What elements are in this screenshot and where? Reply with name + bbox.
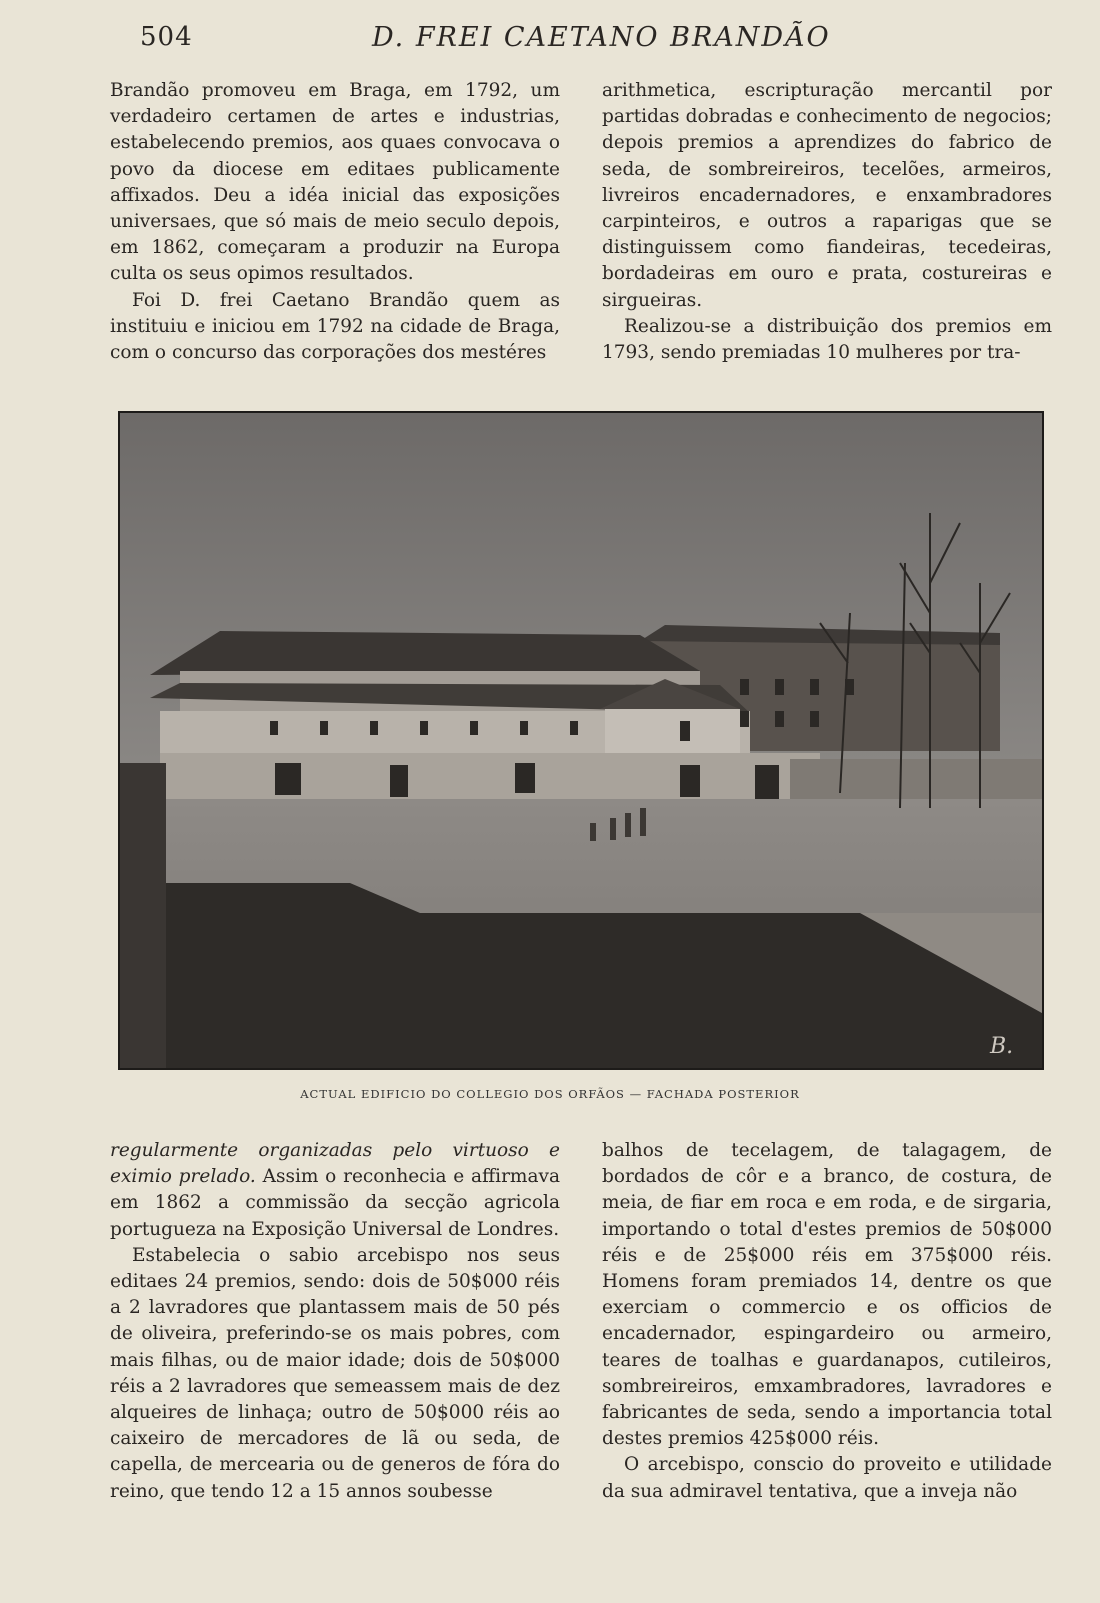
page-number: 504 <box>140 22 193 52</box>
figure-caption: ACTUAL EDIFICIO DO COLLEGIO DOS ORFÃOS — FACHADA POSTERIOR <box>300 1087 800 1101</box>
paragraph <box>110 1138 560 1243</box>
paragraph: Estabelecia o sabio arcebispo nos seus editaes 24 premios, sendo: dois de 50$000 réis a 2 lavradores que plantassem mais de 50 pés de oliveira, preferindo-se os mais pobres, com mais filhas, ou de maior idade; dois de 50$000 réis a 2 lavradores que semeassem mais de dez alqueires de linhaça; outro de 50$000 réis ao caixeiro de mercadores de lã ou seda, de capella, de mercearia ou de generos de fóra do reino, que tendo 12 a 15 annos soubesse <box>110 1244 560 1502</box>
paragraph: O arcebispo, conscio do proveito e utilidade da sua admiravel tentativa, que a inveja não <box>602 1454 1052 1502</box>
paragraph-text: Assim o reconhecia e affirmava em 1862 a commissão da secção agricola portugueza na Exposição Universal de Londres. <box>110 1166 560 1240</box>
photo-illustration <box>120 413 1042 1068</box>
running-head: D. FREI CAETANO BRANDÃO <box>372 22 831 53</box>
paragraph: balhos de tecelagem, de talagagem, de bordados de côr e a branco, de costura, de meia, de fiar em roca e em roda, e de sirgaria, importando o total d'estes premios de 50$000 réis e de 25$000 réis em 375$000 réis. Homens foram premiados 14, dentre os que exerciam o commercio e os officios de encadernador, espingardeiro ou armeiro, teares de toalhas e guardanapos, cutileiros, sombreireiros, emxambradores, lavradores e fabricantes de seda, sendo a importancia total destes premios 425$000 réis. <box>602 1140 1052 1450</box>
paragraph: arithmetica, escripturação mercantil por partidas dobradas e conhecimento de negocios; depois premios a aprendizes do fabrico de seda, de sombreireiros, tecelões, armeiros, livreiros encadernadores, e enxambradores carpinteiros, e outros a raparigas que se distinguissem como fiandeiras, tecedeiras, bordadeiras em ouro e prata, costureiras e sirgueiras. <box>602 80 1052 311</box>
top-right-column <box>602 78 1052 366</box>
paragraph: Realizou-se a distribuição dos premios em 1793, sendo premiadas 10 mulheres por tra- <box>602 315 1052 364</box>
photographer-signature: B. <box>990 1034 1014 1059</box>
paragraph: Brandão promoveu em Braga, em 1792, um verdadeiro certamen de artes e industrias, estabelecendo premios, aos quaes convocava o povo da diocese em editaes publicamente affixados. Deu a idéa inicial das exposições universaes, que só mais de meio seculo depois, em 1862, começaram a produzir na Europa culta os seus opimos resultados. <box>110 80 560 285</box>
paragraph: Foi D. frei Caetano Brandão quem as instituiu e iniciou em 1792 na cidade de Braga, com o concurso das corporações dos mestéres <box>110 289 560 364</box>
bottom-left-column <box>110 1138 560 1505</box>
top-left-column <box>110 78 560 366</box>
bottom-right-column <box>602 1138 1052 1505</box>
italic-lead: regularmente organizadas pelo virtuoso e eximio prelado. <box>110 1140 560 1188</box>
building-photograph <box>118 411 1044 1070</box>
